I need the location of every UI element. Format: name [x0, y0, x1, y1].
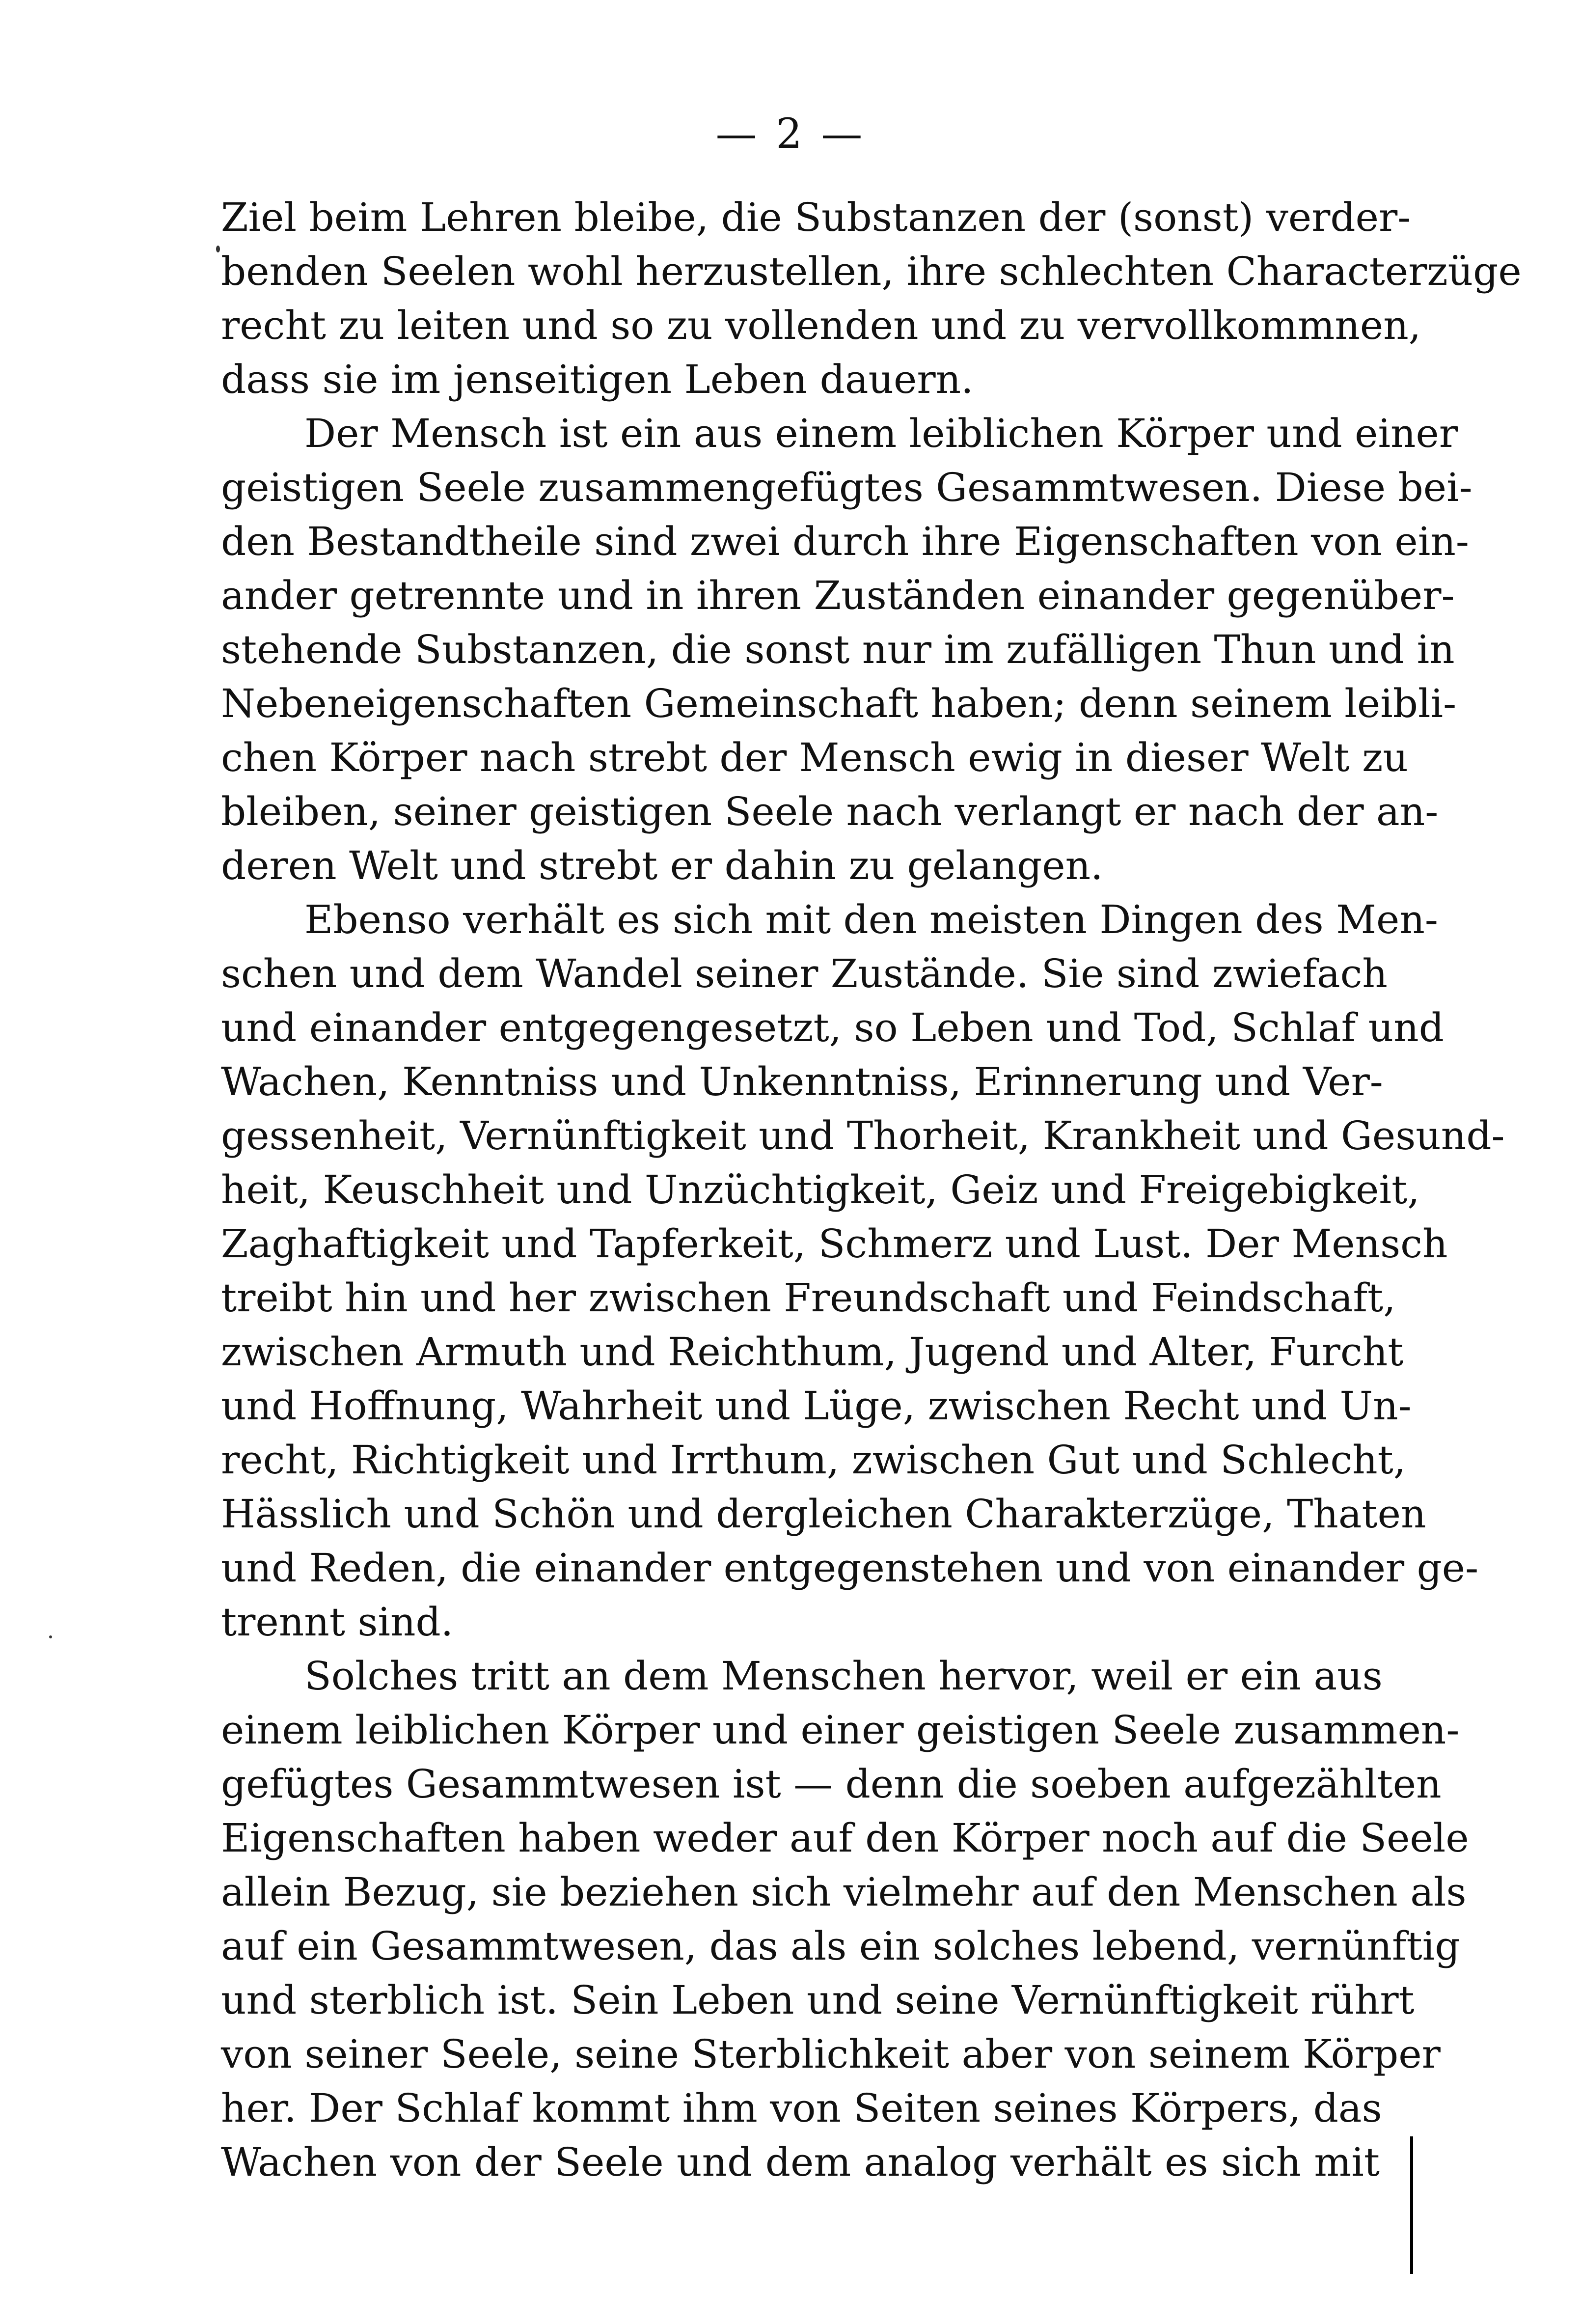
paragraph-3	[221, 893, 1505, 1649]
text-line: schen und dem Wandel seiner Zustände. Sie sind zwiefach	[221, 951, 1388, 996]
text-line: deren Welt und strebt er dahin zu gelangen.	[221, 843, 1103, 888]
text-line: und einander entgegengesetzt, so Leben und Tod, Schlaf und	[221, 1005, 1444, 1051]
paragraph-1	[221, 191, 1522, 407]
text-line: den Bestandtheile sind zwei durch ihre Eigenschaften von ein-	[221, 519, 1469, 564]
text-line: Eigenschaften haben weder auf den Körper noch auf die Seele	[221, 1815, 1469, 1861]
text-line: gefügtes Gesammtwesen ist — denn die soeben aufgezählten	[221, 1761, 1442, 1807]
text-line: treibt hin und her zwischen Freundschaft und Feindschaft,	[221, 1275, 1396, 1321]
text-line: allein Bezug, sie beziehen sich vielmehr auf den Menschen als	[221, 1869, 1467, 1915]
text-line: Ebenso verhält es sich mit den meisten Dingen des Men-	[304, 897, 1438, 942]
text-line: dass sie im jenseitigen Leben dauern.	[221, 357, 974, 402]
paragraph-4	[221, 1649, 1469, 2189]
ink-speck	[216, 246, 220, 252]
scan-edge-mark	[1410, 2136, 1413, 2274]
text-line: her. Der Schlaf kommt ihm von Seiten seines Körpers, das	[221, 2085, 1382, 2131]
text-line: ander getrennte und in ihren Zuständen einander gegenüber-	[221, 573, 1455, 618]
text-line: Zaghaftigkeit und Tapferkeit, Schmerz und Lust. Der Mensch	[221, 1221, 1448, 1267]
text-line: von seiner Seele, seine Sterblichkeit aber von seinem Körper	[221, 2031, 1441, 2077]
text-line: heit, Keuschheit und Unzüchtigkeit, Geiz und Freigebigkeit,	[221, 1167, 1420, 1213]
text-line: zwischen Armuth und Reichthum, Jugend und Alter, Furcht	[221, 1329, 1404, 1375]
text-line: Der Mensch ist ein aus einem leiblichen Körper und einer	[304, 411, 1458, 456]
text-line: Wachen von der Seele und dem analog verhält es sich mit	[221, 2139, 1380, 2185]
text-line: Nebeneigenschaften Gemeinschaft haben; denn seinem leibli-	[221, 681, 1457, 726]
page-number: — 2 —	[715, 110, 866, 158]
ink-speck	[49, 1635, 52, 1638]
text-line: recht, Richtigkeit und Irrthum, zwischen Gut und Schlecht,	[221, 1437, 1406, 1483]
text-line: Ziel beim Lehren bleibe, die Substanzen der (sonst) verder-	[221, 194, 1411, 240]
text-line: chen Körper nach strebt der Mensch ewig in dieser Welt zu	[221, 735, 1408, 780]
text-line: Wachen, Kenntniss und Unkenntniss, Erinnerung und Ver-	[221, 1059, 1383, 1105]
text-line: und sterblich ist. Sein Leben und seine Vernünftigkeit rührt	[221, 1977, 1415, 2023]
body-text	[221, 191, 1522, 2189]
text-line: einem leiblichen Körper und einer geistigen Seele zusammen-	[221, 1707, 1460, 1753]
text-line: gessenheit, Vernünftigkeit und Thorheit, Krankheit und Gesund-	[221, 1113, 1505, 1159]
text-line: bleiben, seiner geistigen Seele nach verlangt er nach der an-	[221, 789, 1439, 834]
text-line: recht zu leiten und so zu vollenden und zu vervollkommnen,	[221, 303, 1421, 348]
text-line: auf ein Gesammtwesen, das als ein solches lebend, vernünftig	[221, 1923, 1460, 1969]
text-line: benden Seelen wohl herzustellen, ihre schlechten Characterzüge	[221, 249, 1522, 294]
text-line: trennt sind.	[221, 1599, 454, 1645]
text-line: Hässlich und Schön und dergleichen Charakterzüge, Thaten	[221, 1491, 1426, 1537]
text-line: stehende Substanzen, die sonst nur im zufälligen Thun und in	[221, 627, 1455, 672]
text-line: und Reden, die einander entgegenstehen und von einander ge-	[221, 1545, 1479, 1591]
text-line: Solches tritt an dem Menschen hervor, weil er ein aus	[304, 1653, 1383, 1699]
paragraph-2	[221, 407, 1472, 893]
text-line: und Hoffnung, Wahrheit und Lüge, zwischen Recht und Un-	[221, 1383, 1412, 1429]
text-line: geistigen Seele zusammengefügtes Gesammtwesen. Diese bei-	[221, 465, 1472, 510]
